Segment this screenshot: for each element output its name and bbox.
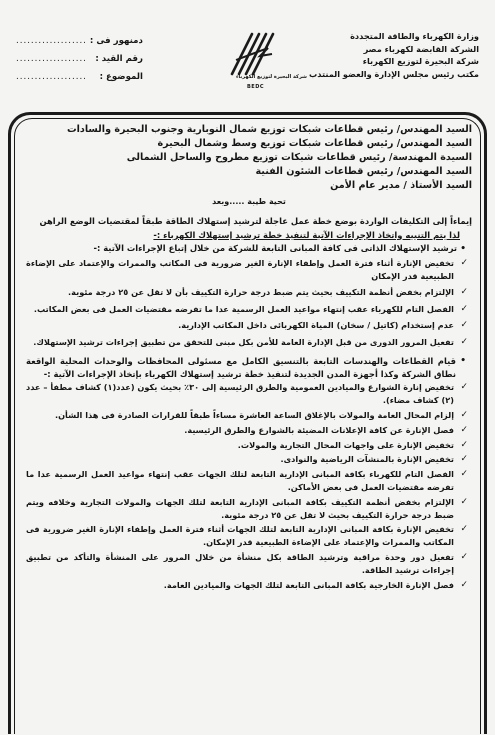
list-item-text: الفصل التام للكهرباء بكافة المبانى الإدارية التابعة لتلك الجهات عقب إنتهاء مواعيد العمل الرسمية عدا ما تفرضه مقتضيات العمل فى بعض الأماكن. <box>26 469 454 492</box>
list-item-text: عدم إستخدام (كاتيل / سخان) المياة الكهربائى داخل المكاتب الإدارية. <box>178 320 454 331</box>
addressee-line: السيد المهندس/ رئيس قطاعات شبكات توزيع وسط وشمال البحيرة <box>157 138 472 149</box>
bullet-icon: • <box>460 355 466 366</box>
section1-title-text: ترشيد الإستهلاك الذاتى فى كافة المبانى التابعة للشركة من خلال إتباع الإجراءات الآتية :- <box>93 243 458 253</box>
list-item <box>26 336 468 349</box>
lead-sentence: لذا يتم التنبيه واتخاذ الإجراءات الآتية لتنفيذ خطة ترشيد إستهلاك الكهرباء :- <box>153 229 460 240</box>
list-item <box>26 286 468 299</box>
list-item-text: تخفيض الإنارة بالمنشآت الرياضية والنوادى. <box>280 454 454 465</box>
list-item <box>26 303 468 316</box>
list-item-text: تخفيض إنارة الشوارع والميادين العمومية والطرق الرئيسية إلى ٣٠٪ بحيث يكون (عدد(١) كشاف مطفأ – عدد (٢) كشاف مضاء). <box>26 382 455 406</box>
greeting: تحية طيبة .....وبعد <box>212 197 286 206</box>
list-item <box>26 453 468 466</box>
org-line: الشركة القابضة لكهرباء مصر <box>363 43 479 54</box>
check-icon: ✓ <box>460 303 468 314</box>
reference-row <box>16 50 176 68</box>
list-item <box>26 523 468 549</box>
list-item <box>26 424 468 437</box>
list-item-text: الإلتزام بخفض أنظمة التكييف بحيث يتم ضبط درجة حرارة التكييف بأن لا تقل عن ٢٥ درجة مئوية. <box>68 287 454 298</box>
logo-english-text: BEDC <box>247 84 265 90</box>
section1-title <box>26 242 466 257</box>
intro-paragraph: إيماءاً إلى التكليفات الواردة بوضع خطة عمل عاجلة لترشيد إستهلاك الطاقة طبقاً لمقتضيات الوضع الراهن <box>39 216 472 226</box>
reference-label: رقم القيد : <box>95 54 143 64</box>
letter-meta <box>16 32 176 86</box>
check-icon: ✓ <box>460 424 468 435</box>
letter-body <box>26 122 472 593</box>
date-row <box>16 32 176 50</box>
org-line: وزارة الكهرباء والطاقة المتجددة <box>350 31 479 41</box>
list-item-text: تفعيل دور وحدة مراقبة وترشيد الطاقة بكل منشأة من خلال المرور على المنشأة والتأكد من تطبيق إجراءات ترشيد الطاقة. <box>26 551 454 575</box>
list-item-text: فصل الإنارة عن كافة الإعلانات المضيئة بالشوارع والطرق الرئيسية. <box>184 424 454 435</box>
logo-arabic-text: شركة البحيرة لتوزيع الكهرباء <box>236 74 307 80</box>
date-value: ................... <box>16 36 87 46</box>
subject-row <box>16 68 176 86</box>
check-icon: ✓ <box>460 579 468 590</box>
section2-list <box>26 381 472 591</box>
date-label: دمنهور فى : <box>89 36 143 46</box>
section1-list <box>26 257 472 349</box>
addressee-line: السيد المهندس/ رئيس قطاعات الشئون الفنية <box>255 166 472 177</box>
list-item <box>26 439 468 452</box>
addressee-line: السيد المهندس/ رئيس قطاعات شبكات توزيع شمال النوبارية وجنوب البحيرة والسادات <box>66 124 472 135</box>
check-icon: ✓ <box>460 409 468 420</box>
list-item-text: تخفيض الإنارة على واجهات المحال التجارية والمولات. <box>237 439 454 450</box>
bullet-icon: • <box>460 244 466 254</box>
section2-title <box>26 355 466 381</box>
list-item <box>26 319 468 332</box>
check-icon: ✓ <box>460 551 468 562</box>
list-item <box>26 468 468 494</box>
subject-label: الموضوع : <box>99 72 143 82</box>
lightning-logo-icon <box>222 30 282 76</box>
list-item-text: الإلتزام بخفض أنظمة التكييف بكافة المبانى الإدارية التابعة لتلك الجهات والمولات التجارية وخلافه ويتم ضبط درجة حرارة التكييف بحيث لا تقل عن ٢٥ درجة مئوية. <box>26 496 454 520</box>
addressee-line: السيد الأستاذ / مدير عام الأمن <box>330 180 472 191</box>
check-icon: ✓ <box>460 287 468 298</box>
list-item-text: تفعيل المرور الدورى من قبل الإدارة العامة للأمن بكل مبنى للتحقق من تطبيق إجراءات ترشيد الإستهلاك. <box>33 336 454 347</box>
list-item-text: تخفيض الإنارة أثناء فترة العمل وإطفاء الإنارة الغير ضرورية فى المكاتب والممرات والإعتماد على الإضاءة الطبيعية قدر الإمكان <box>26 257 454 281</box>
list-item-text: الفصل التام للكهرباء عقب إنتهاء مواعيد العمل الرسمية عدا ما تفرضه مقتضيات العمل فى بعض المكاتب. <box>33 303 454 314</box>
org-line: شركة البحيرة لتوزيع الكهرباء <box>362 56 479 67</box>
addressees <box>26 123 472 193</box>
check-icon: ✓ <box>460 257 468 268</box>
list-item <box>26 257 468 284</box>
list-item-text: فصل الإنارة الخارجية بكافة المبانى التابعة لتلك الجهات والميادين العامة. <box>163 579 454 590</box>
check-icon: ✓ <box>460 336 468 347</box>
list-item-text: تخفيض الإنارة بكافة المبانى الإدارية التابعة لتلك الجهات أثناء فترة العمل وإطفاء الإنارة الغير ضرورية فى المكاتب والممرات والإعتماد على الإضاءة الطبيعية قدر الإمكان. <box>26 524 454 548</box>
addressee-line: السيدة المهندسة/ رئيس قطاعات شبكات توزيع مطروح والساحل الشمالى <box>126 152 472 163</box>
org-line: مكتب رئيس مجلس الإدارة والعضو المنتدب <box>309 68 479 79</box>
letterhead-organization <box>299 30 479 80</box>
check-icon: ✓ <box>460 469 468 480</box>
check-icon: ✓ <box>460 382 468 393</box>
reference-value: ................... <box>16 54 87 64</box>
list-item <box>26 496 468 522</box>
check-icon: ✓ <box>460 454 468 465</box>
list-item <box>26 409 468 422</box>
check-icon: ✓ <box>460 320 468 331</box>
list-item <box>26 381 468 407</box>
check-icon: ✓ <box>460 524 468 535</box>
section2-title-text: قيام القطاعات والهندسات التابعة بالتنسيق الكامل مع مسئولى المحافظات والوحدات المحلية الواقعة نطاق الشركة وكذا أجهزة المدن الجديدة لتنفيذ خطة ترشيد إستهلاك الكهرباء بإتخاذ الإجراءات الآتية :- <box>26 355 456 380</box>
subject-value: ................... <box>16 72 87 82</box>
list-item <box>26 579 468 592</box>
list-item <box>26 551 468 577</box>
list-item-text: إلزام المحال العامة والمولات بالإغلاق الساعة العاشرة مساءاً طبقاً للقرارات الصادرة فى هذا الشأن. <box>54 409 454 420</box>
check-icon: ✓ <box>460 496 468 507</box>
check-icon: ✓ <box>460 439 468 450</box>
